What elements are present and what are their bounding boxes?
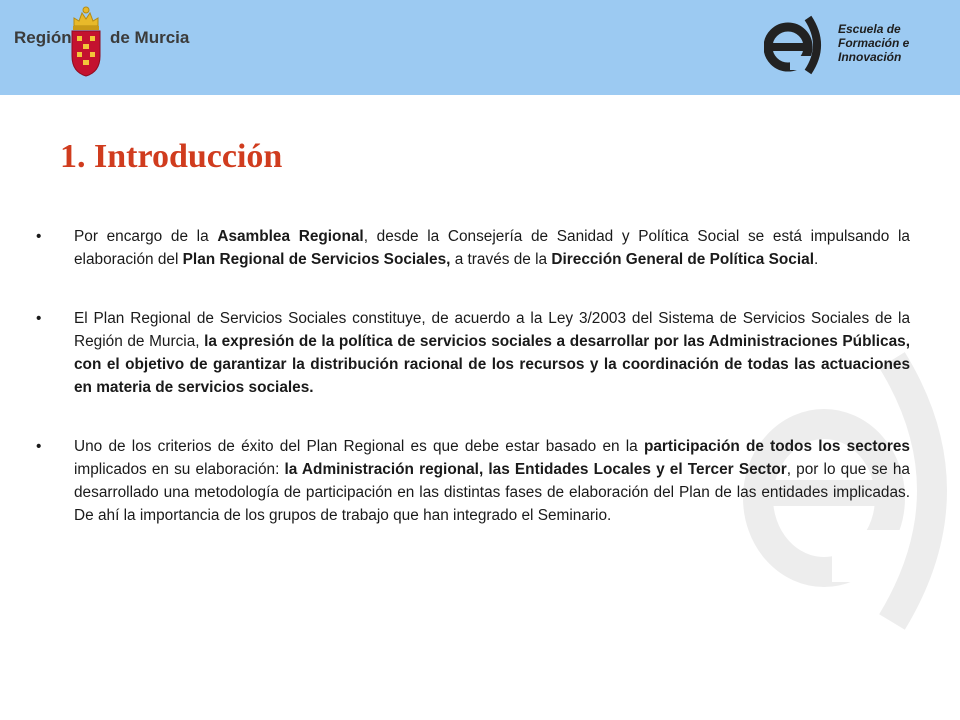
- bold-text: la expresión de la política de servicios sociales a desarrollar por las Administraciones Públicas, con el objetivo de garantizar la distribución racional de los recursos y la coordinación de todas las actuaciones en materia de servicios sociales.: [74, 333, 910, 396]
- body-text: .: [813, 251, 819, 268]
- school-name-line-2: Formación e: [838, 36, 910, 50]
- body-text: El Plan Regional de Servicios Sociales constituye, de acuerdo a la Ley 3/2003 del Sistema de Servicios Sociales de la Región de Murcia,: [74, 310, 910, 350]
- bullet-list: [36, 225, 910, 563]
- bullet-item: [36, 435, 910, 527]
- e-logo-icon: [764, 14, 826, 76]
- region-de-murcia-logo: [14, 2, 204, 92]
- bold-text: participación de todos los sectores: [643, 438, 910, 455]
- header-bar: [0, 0, 960, 95]
- body-text: a través de la: [450, 251, 552, 268]
- school-name: [838, 22, 909, 64]
- bullet-item: [36, 225, 910, 271]
- body-text: , por lo que se ha desarrollado una metodología de participación en las distintas fases de elaboración del Plan de las entidades implicadas. De ahí la importancia de los grupos de trabajo que han integrado el Seminario.: [74, 461, 910, 524]
- body-text: Uno de los criterios de éxito del Plan Regional es que debe estar basado en la: [74, 438, 644, 455]
- bullet-marker: •: [36, 438, 42, 455]
- page-title: 1. Introducción: [60, 138, 283, 175]
- bullet-marker: •: [36, 228, 42, 245]
- bold-text: Plan Regional de Servicios Sociales,: [182, 251, 451, 268]
- body-text: Por encargo de la: [74, 228, 218, 245]
- logo-text-region: Región: [14, 28, 72, 47]
- bullet-item: [36, 307, 910, 399]
- bold-text: Asamblea Regional: [217, 228, 364, 245]
- bold-text: Dirección General de Política Social: [551, 251, 814, 268]
- escuela-logo: [764, 14, 934, 76]
- school-name-line-1: Escuela de: [838, 22, 901, 36]
- body-text: , desde la Consejería de Sanidad y Política Social se está impulsando la elaboración del: [74, 228, 910, 268]
- body-text: implicados en su elaboración:: [74, 461, 285, 478]
- murcia-crest-icon: [66, 4, 106, 78]
- bold-text: la Administración regional, las Entidades Locales y el Tercer Sector: [284, 461, 787, 478]
- bullet-marker: •: [36, 310, 42, 327]
- logo-text-de-murcia: de Murcia: [110, 28, 190, 47]
- school-name-line-3: Innovación: [838, 50, 902, 64]
